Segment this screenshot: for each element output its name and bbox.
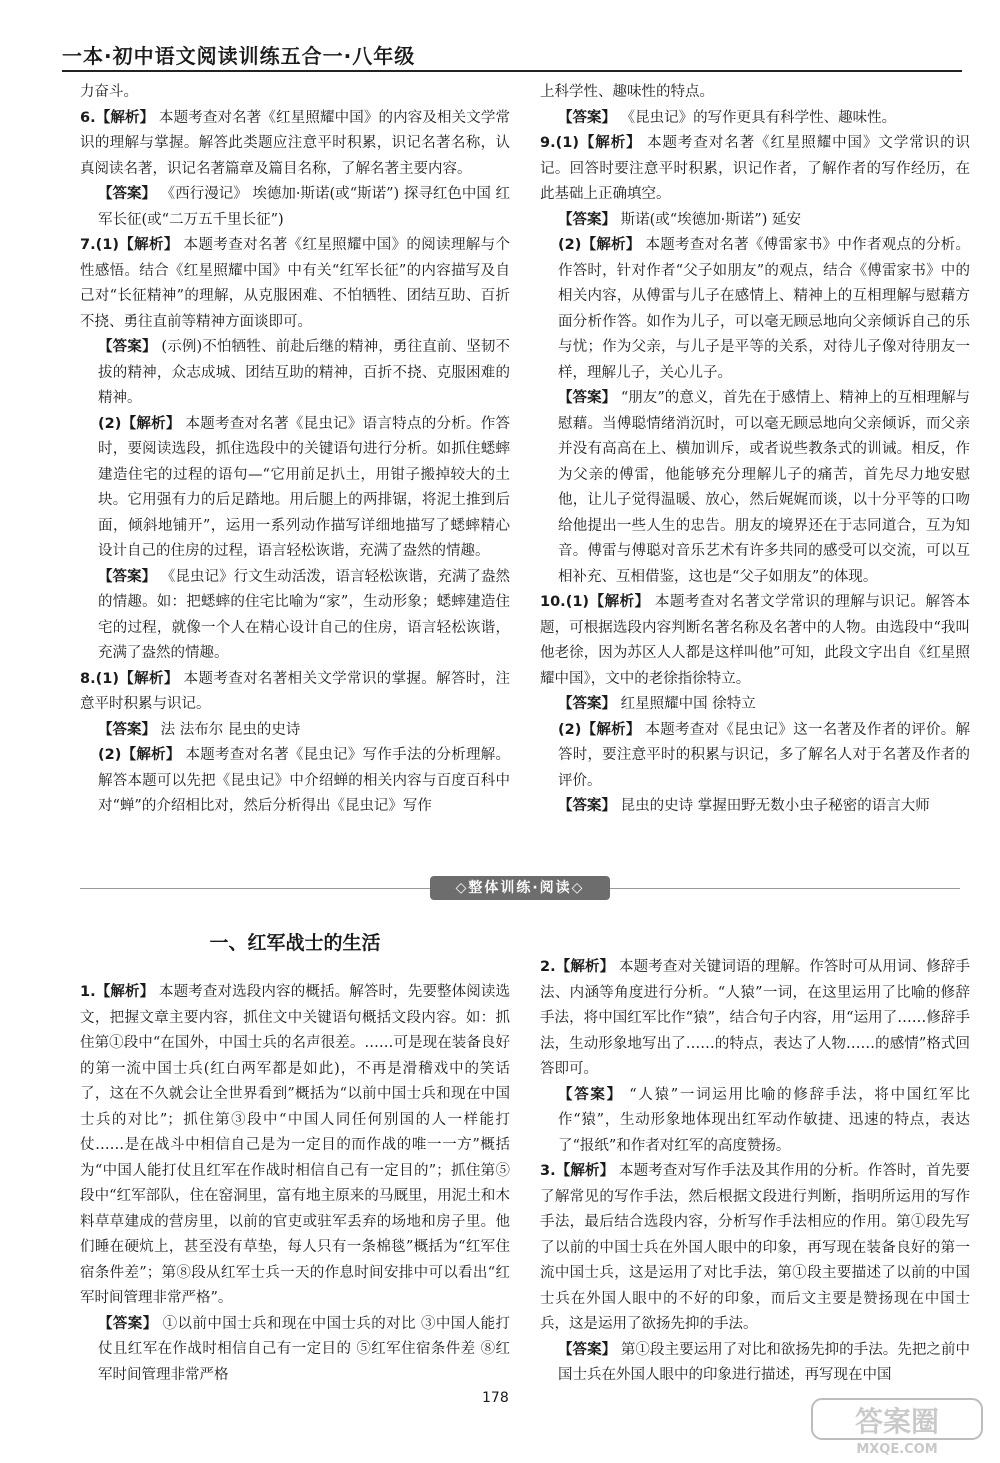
answer-paragraph bbox=[540, 590, 970, 692]
answer-text: 昆虫的史诗 掌握田野无数小虫子秘密的语言大师 bbox=[620, 798, 930, 814]
answer-tag: 【解析】 bbox=[95, 109, 155, 126]
answer-paragraph bbox=[80, 412, 510, 565]
answer-text: (示例)不怕牺牲、前赴后继的精神，勇往直前、坚韧不拔的精神，众志成城、团结互助的精神，百折不挠、克服困难的精神。 bbox=[98, 339, 511, 406]
watermark-logo bbox=[810, 1395, 990, 1457]
answer-tag: 【答案】 bbox=[98, 721, 156, 738]
banner-label: ◇整体训练·阅读◇ bbox=[430, 876, 610, 900]
question-number: 6. bbox=[80, 109, 96, 126]
answer-tag: (2)【解析】 bbox=[558, 721, 641, 738]
answer-paragraph bbox=[80, 106, 510, 183]
page-number: 178 bbox=[482, 1390, 509, 1406]
answer-text: 第①段主要运用了对比和欲扬先抑的手法。先把之前中国士兵在外国人眼中的印象进行描述，再写现在中国 bbox=[558, 1341, 971, 1383]
answer-text: 《昆虫记》行文生动活泼，语言轻松诙谐，充满了盎然的情趣。如：把蟋蟀的住宅比喻为“家”，生动形象；蟋蟀建造住宅的过程，就像一个人在精心设计自己的住房，语言轻松诙谐，充满了盎然的情趣。 bbox=[98, 568, 511, 661]
answer-tag: 【答案】 bbox=[558, 798, 616, 814]
answer-text: 《昆虫记》的写作更具有科学性、趣味性。 bbox=[620, 109, 897, 126]
answer-text: 本题考查对名著《昆虫记》写作手法的分析理解。解答本题可以先把《昆虫记》中介绍蝉的相关内容与百度百科中对“蝉”的介绍相比对，然后分析得出《昆虫记》写作 bbox=[98, 747, 511, 814]
answer-tag: 【答案】 bbox=[98, 339, 157, 355]
answer-tag: 【答案】 bbox=[558, 390, 617, 406]
left-column-top bbox=[80, 80, 510, 820]
answer-tag: (1)【解析】 bbox=[555, 135, 642, 151]
answer-tag: 【解析】 bbox=[95, 984, 155, 1000]
answer-text: 本题考查对写作手法及其作用的分析。作答时，首先要了解常见的写作手法，然后根据文段进行判断，指明所运用的写作手法，最后结合选段内容，分析写作手法相应的作用。第①段先写了以前的中国士兵在外国人眼中的印象，再写现在装备良好的第一流中国士兵，这是运用了对比手法，第①段主要描述了以前的中国士兵在外国人眼中的不好的印象，而后文主要是赞扬现在中国士兵，这是运用了欲扬先抑的手法。 bbox=[540, 1163, 971, 1332]
answer-paragraph bbox=[540, 718, 970, 795]
answer-tag: (2)【解析】 bbox=[98, 415, 181, 432]
answer-text: ①以前中国士兵和现在中国士兵的对比 ③中国人能打仗且红军在作战时相信自己有一定目的 ⑤红军住宿条件差 ⑧红军时间管理非常严格 bbox=[98, 1315, 511, 1383]
answer-tag: 【答案】 bbox=[558, 696, 616, 712]
answer-text: “人猿”一词运用比喻的修辞手法，将中国红军比作“猿”，生动形象地体现出红军动作敏捷、迅速的特点，表达了“报纸”和作者对红军的高度赞扬。 bbox=[558, 1086, 971, 1154]
left-column-bottom bbox=[80, 980, 510, 1388]
answer-paragraph bbox=[80, 80, 510, 106]
answer-text: 本题考查对名著《红星照耀中国》的内容及相关文学常识的理解与掌握。解答此类题应注意平时积累，识记名著名称，认真阅读名著，识记名著篇章及篇目名称，了解名著主要内容。 bbox=[80, 109, 511, 177]
answer-paragraph bbox=[540, 233, 970, 386]
watermark-sub: MXQE.COM bbox=[856, 1442, 938, 1457]
watermark-main: 答案圈 bbox=[854, 1405, 940, 1438]
answer-tag: (2)【解析】 bbox=[98, 747, 181, 763]
question-number: 8. bbox=[80, 670, 96, 687]
answer-tag: 【答案】 bbox=[558, 109, 616, 126]
answer-tag: 【答案】 bbox=[98, 1315, 158, 1332]
answer-paragraph bbox=[540, 1338, 970, 1389]
answer-tag: (1)【解析】 bbox=[95, 670, 179, 687]
question-number: 1. bbox=[80, 984, 96, 1000]
answer-tag: 【解析】 bbox=[555, 959, 615, 975]
answer-paragraph bbox=[540, 80, 970, 106]
answer-text: 《西行漫记》 埃德加·斯诺(或“斯诺”) 探寻红色中国 红军长征(或“二万五千里长征”) bbox=[98, 186, 511, 228]
answer-text: 本题考查对名著《傅雷家书》中作者观点的分析。作答时，针对作者“父子如朋友”的观点，结合《傅雷家书》中的相关内容，从傅雷与儿子在感情上、精神上的互相理解与慰藉方面分析作答。如作为儿子，可以毫无顾忌地向父亲倾诉自己的乐与忧；作为父亲，与儿子是平等的关系，对待儿子像对待朋友一样，理解儿子，关心儿子。 bbox=[558, 237, 971, 381]
answer-paragraph bbox=[540, 208, 970, 234]
question-number: 2. bbox=[540, 959, 556, 975]
answer-text: 本题考查对名著相关文学常识的掌握。解答时，注意平时积累与识记。 bbox=[80, 670, 511, 712]
answer-paragraph bbox=[80, 565, 510, 667]
answer-tag: 【答案】 bbox=[558, 1341, 617, 1358]
answer-tag: (1)【解析】 bbox=[95, 237, 179, 253]
answer-text: 力奋斗。 bbox=[80, 84, 138, 100]
answer-tag: 【解析】 bbox=[555, 1163, 615, 1179]
answer-paragraph bbox=[80, 1312, 510, 1389]
answer-paragraph bbox=[80, 335, 510, 412]
answer-paragraph bbox=[540, 794, 970, 820]
answer-paragraph bbox=[540, 692, 970, 718]
right-column-bottom bbox=[540, 955, 970, 1389]
answer-paragraph bbox=[540, 131, 970, 208]
answer-text: 本题考查对选段内容的概括。解答时，先要整体阅读选文，把握文章主要内容，抓住文中关键语句概括文段内容。如：抓住第①段中“在国外，中国士兵的名声很差。……可是现在装备良好的第一流中国士兵(红白两军都是如此)，不再是滑稽戏中的笑话了，这在不久就会让全世界看到”概括为“以前中国士兵和现在中国士兵的对比”；抓住第③段中“中国人同任何别国的人一样能打仗……是在战斗中相信自己是为一定目的而作战的唯一一方”概括为“中国人能打仗且红军在作战时相信自己有一定目的”；抓住第⑤段中“红军部队，住在窑洞里，富有地主原来的马厩里，用泥土和木料草草建成的营房里，以前的官吏或驻军丢弃的场地和房子里。他们睡在硬炕上，甚至没有草垫，每人只有一条棉毯”概括为“红军住宿条件差”；第⑧段从红军士兵一天的作息时间安排中可以看出“红军时间管理非常严格”。 bbox=[80, 984, 511, 1306]
question-number: 3. bbox=[540, 1163, 556, 1179]
answer-text: 本题考查对《昆虫记》这一名著及作者的评价。解答时，要注意平时的积累与识记，多了解名人对于名著及作者的评价。 bbox=[558, 721, 971, 789]
answer-paragraph bbox=[540, 1159, 970, 1338]
answer-tag: (1)【解析】 bbox=[565, 594, 650, 610]
answer-paragraph bbox=[80, 182, 510, 233]
answer-text: 本题考查对名著《红星照耀中国》文学常识的识记。回答时要注意平时积累，识记作者，了解作者的写作经历，在此基础上正确填空。 bbox=[540, 135, 971, 202]
right-column-top bbox=[540, 80, 970, 820]
question-number: 9. bbox=[540, 135, 556, 151]
section-banner bbox=[0, 876, 1000, 900]
answer-text: 本题考查对名著文学常识的理解与识记。解答本题，可根据选段内容判断名著名称及名著中的人物。由选段中“我叫他老徐，因为苏区人人都是这样叫他”可知，此段文字出自《红星照耀中国》，文中的老徐指徐特立。 bbox=[540, 594, 971, 687]
answer-paragraph bbox=[80, 743, 510, 820]
answer-tag: 【答案】 bbox=[98, 568, 157, 585]
answer-paragraph bbox=[80, 233, 510, 335]
section-title: 一、红军战士的生活 bbox=[209, 932, 381, 954]
header-rule bbox=[62, 70, 962, 72]
answer-text: 法 法布尔 昆虫的史诗 bbox=[160, 721, 301, 738]
answer-tag: 【答案】 bbox=[558, 211, 616, 228]
answer-paragraph bbox=[540, 955, 970, 1083]
answer-paragraph bbox=[540, 386, 970, 590]
page-header: 一本·初中语文阅读训练五合一·八年级 bbox=[62, 44, 416, 68]
question-number: 7. bbox=[80, 237, 96, 253]
answer-paragraph bbox=[540, 1083, 970, 1160]
answer-paragraph bbox=[80, 980, 510, 1312]
answer-text: 红星照耀中国 徐特立 bbox=[620, 696, 756, 712]
answer-text: 上科学性、趣味性的特点。 bbox=[540, 84, 714, 100]
answer-text: 斯诺(或“埃德加·斯诺”) 延安 bbox=[620, 211, 801, 228]
answer-tag: 【答案】 bbox=[558, 1086, 623, 1103]
question-number: 10. bbox=[540, 594, 566, 610]
answer-text: 本题考查对名著《红星照耀中国》的阅读理解与个性感悟。结合《红星照耀中国》中有关“红军长征”的内容描写及自己对“长征精神”的理解，从克服困难、不怕牺牲、团结互助、百折不挠、勇往直前等精神方面谈即可。 bbox=[80, 237, 511, 330]
answer-text: “朋友”的意义，首先在于感情上、精神上的互相理解与慰藉。当傅聪情绪消沉时，可以毫无顾忌地向父亲倾诉，而父亲并没有高高在上、横加训斥，或者说些教条式的训诫。相反，作为父亲的傅雷，他能够充分理解儿子的痛苦，首先尽力地安慰他，让儿子觉得温暖、放心，然后娓娓而谈，以十分平等的口吻给他提出一些人生的忠告。朋友的境界还在于志同道合，互为知音。傅雷与傅聪对音乐艺术有许多共同的感受可以交流，可以互相补充、互相借鉴，这也是“父子如朋友”的体现。 bbox=[558, 390, 971, 585]
answer-text: 本题考查对名著《昆虫记》语言特点的分析。作答时，要阅读选段，抓住选段中的关键语句进行分析。如抓住蟋蟀建造住宅的过程的语句—“它用前足扒土，用钳子搬掉较大的土块。它用强有力的后足踏地。用后腿上的两排锯，将泥土推到后面，倾斜地铺开”，运用一系列动作描写详细地描写了蟋蟀精心设计自己的住房的过程，语言轻松诙谐，充满了盎然的情趣。 bbox=[98, 415, 511, 559]
answer-paragraph bbox=[80, 718, 510, 744]
answer-paragraph bbox=[80, 667, 510, 718]
answer-tag: (2)【解析】 bbox=[558, 237, 641, 253]
answer-tag: 【答案】 bbox=[98, 186, 157, 202]
answer-paragraph bbox=[540, 106, 970, 132]
answer-text: 本题考查对关键词语的理解。作答时可从用词、修辞手法、内涵等角度进行分析。“人猿”一词，在这里运用了比喻的修辞手法，将中国红军比作“猿”，结合句子内容，用“运用了……修辞手法，生动形象地写出了……的特点，表达了人物……的感情”格式回答即可。 bbox=[540, 959, 971, 1077]
